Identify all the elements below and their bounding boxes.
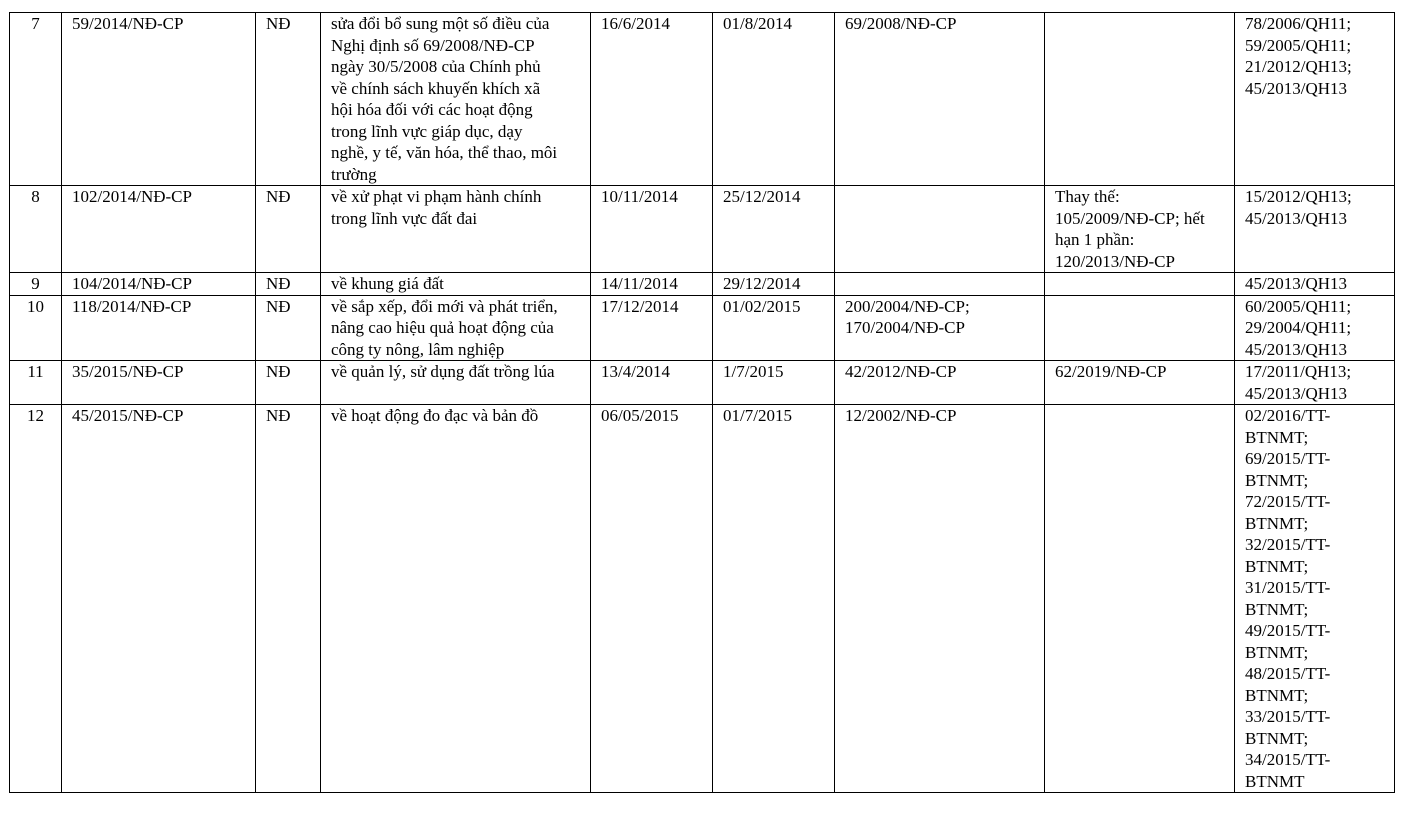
replaces-cell xyxy=(835,405,1045,793)
row-number-cell: 8 xyxy=(10,186,62,273)
legal-basis-cell-line: 31/2015/TT- xyxy=(1245,578,1331,597)
summary-cell-line: về khung giá đất xyxy=(331,274,444,293)
legal-basis-cell-line: BTNMT; xyxy=(1245,685,1309,705)
row-number-cell: 11 xyxy=(10,361,62,405)
summary-cell xyxy=(321,186,591,273)
legal-basis-cell-line: 72/2015/TT- xyxy=(1245,492,1331,511)
document-number-cell: 45/2015/NĐ-CP xyxy=(62,405,256,793)
replaced-by-cell xyxy=(1045,273,1235,296)
effective-date-cell: 01/02/2015 xyxy=(713,295,835,361)
legal-basis-cell xyxy=(1235,295,1395,361)
replaces-cell xyxy=(835,295,1045,361)
document-type-cell: NĐ xyxy=(256,186,321,273)
summary-cell xyxy=(321,361,591,405)
effective-date-cell: 01/8/2014 xyxy=(713,13,835,186)
legal-basis-cell-line: 60/2005/QH11; xyxy=(1245,296,1352,316)
document-number-cell: 118/2014/NĐ-CP xyxy=(62,295,256,361)
issue-date-cell: 10/11/2014 xyxy=(591,186,713,273)
replaced-by-cell xyxy=(1045,295,1235,361)
legal-basis-cell-line: 59/2005/QH11; xyxy=(1245,35,1352,55)
replaced-by-cell xyxy=(1045,186,1235,273)
legal-documents-table xyxy=(9,12,1395,793)
effective-date-cell: 29/12/2014 xyxy=(713,273,835,296)
legal-basis-cell-line: 21/2012/QH13; xyxy=(1245,57,1352,76)
replaced-by-cell xyxy=(1045,361,1235,405)
table-row xyxy=(10,186,1395,273)
legal-basis-cell-line: BTNMT; xyxy=(1245,599,1309,619)
legal-basis-cell-line: 49/2015/TT- xyxy=(1245,621,1331,640)
issue-date-cell: 06/05/2015 xyxy=(591,405,713,793)
legal-basis-cell-line: 45/2013/QH13 xyxy=(1245,339,1347,359)
row-number-cell: 10 xyxy=(10,295,62,361)
replaced-by-cell xyxy=(1045,13,1235,186)
table-row xyxy=(10,405,1395,793)
row-number-cell: 7 xyxy=(10,13,62,186)
summary-cell-line: về sắp xếp, đổi mới và phát triển, xyxy=(331,296,558,316)
summary-cell-line: trong lĩnh vực đất đai xyxy=(331,208,478,228)
replaces-cell-line: 42/2012/NĐ-CP xyxy=(845,362,957,381)
table-row xyxy=(10,295,1395,361)
table-row xyxy=(10,13,1395,186)
replaces-cell xyxy=(835,186,1045,273)
issue-date-cell: 17/12/2014 xyxy=(591,295,713,361)
effective-date-cell: 25/12/2014 xyxy=(713,186,835,273)
summary-cell xyxy=(321,405,591,793)
summary-cell-line: về quản lý, sử dụng đất trồng lúa xyxy=(331,362,555,381)
summary-cell xyxy=(321,13,591,186)
row-number-cell: 12 xyxy=(10,405,62,793)
table-row xyxy=(10,361,1395,405)
replaces-cell-line: 12/2002/NĐ-CP xyxy=(845,406,957,425)
legal-basis-cell-line: 17/2011/QH13; xyxy=(1245,362,1352,381)
legal-basis-cell-line: BTNMT; xyxy=(1245,470,1309,490)
summary-cell-line: sửa đổi bổ sung một số điều của xyxy=(331,14,550,33)
document-number-cell: 102/2014/NĐ-CP xyxy=(62,186,256,273)
document-type-cell: NĐ xyxy=(256,361,321,405)
replaces-cell xyxy=(835,361,1045,405)
effective-date-cell: 01/7/2015 xyxy=(713,405,835,793)
summary-cell-line: về xử phạt vi phạm hành chính xyxy=(331,187,542,206)
replaced-by-cell xyxy=(1045,405,1235,793)
summary-cell-line: nghề, y tế, văn hóa, thể thao, môi xyxy=(331,143,558,162)
legal-basis-cell-line: BTNMT; xyxy=(1245,556,1309,576)
replaces-cell xyxy=(835,13,1045,186)
document-type-cell: NĐ xyxy=(256,295,321,361)
legal-basis-cell-line: 15/2012/QH13; xyxy=(1245,187,1352,206)
replaces-cell-line: 69/2008/NĐ-CP xyxy=(845,14,957,33)
issue-date-cell: 14/11/2014 xyxy=(591,273,713,296)
summary-cell xyxy=(321,273,591,296)
legal-basis-cell xyxy=(1235,361,1395,405)
replaces-cell xyxy=(835,273,1045,296)
summary-cell-line: trong lĩnh vực giáp dục, dạy xyxy=(331,121,523,141)
legal-basis-cell-line: BTNMT; xyxy=(1245,427,1309,447)
replaced-by-cell-line: Thay thế: xyxy=(1055,187,1120,206)
legal-basis-cell xyxy=(1235,186,1395,273)
legal-basis-cell-line: 48/2015/TT- xyxy=(1245,664,1331,683)
effective-date-cell: 1/7/2015 xyxy=(713,361,835,405)
document-type-cell: NĐ xyxy=(256,405,321,793)
legal-basis-cell-line: 45/2013/QH13 xyxy=(1245,383,1347,403)
legal-basis-cell-line: 45/2013/QH13 xyxy=(1245,274,1347,293)
legal-basis-cell-line: 32/2015/TT- xyxy=(1245,535,1331,554)
summary-cell-line: hội hóa đối với các hoạt động xyxy=(331,100,533,119)
summary-cell-line: ngày 30/5/2008 của Chính phủ xyxy=(331,57,541,76)
document-type-cell: NĐ xyxy=(256,13,321,186)
legal-basis-cell xyxy=(1235,273,1395,296)
summary-cell-line: về chính sách khuyến khích xã xyxy=(331,78,541,98)
legal-basis-cell-line: BTNMT; xyxy=(1245,513,1309,533)
summary-cell-line: trường xyxy=(331,164,377,184)
summary-cell-line: về hoạt động đo đạc và bản đồ xyxy=(331,406,539,425)
legal-basis-cell-line: BTNMT xyxy=(1245,771,1305,791)
document-number-cell: 59/2014/NĐ-CP xyxy=(62,13,256,186)
summary-cell-line: Nghị định số 69/2008/NĐ-CP xyxy=(331,35,535,55)
legal-basis-cell xyxy=(1235,405,1395,793)
legal-basis-cell-line: 34/2015/TT- xyxy=(1245,750,1331,769)
replaced-by-cell-line: 120/2013/NĐ-CP xyxy=(1055,251,1175,271)
legal-basis-cell-line: BTNMT; xyxy=(1245,728,1309,748)
replaces-cell-line: 170/2004/NĐ-CP xyxy=(845,318,965,337)
legal-basis-cell-line: 78/2006/QH11; xyxy=(1245,14,1352,33)
legal-basis-cell-line: 02/2016/TT- xyxy=(1245,406,1331,425)
issue-date-cell: 13/4/2014 xyxy=(591,361,713,405)
replaced-by-cell-line: 62/2019/NĐ-CP xyxy=(1055,362,1167,381)
legal-basis-cell xyxy=(1235,13,1395,186)
row-number-cell: 9 xyxy=(10,273,62,296)
legal-basis-cell-line: 69/2015/TT- xyxy=(1245,449,1331,468)
legal-basis-cell-line: BTNMT; xyxy=(1245,642,1309,662)
summary-cell xyxy=(321,295,591,361)
legal-basis-cell-line: 29/2004/QH11; xyxy=(1245,318,1352,337)
replaced-by-cell-line: 105/2009/NĐ-CP; hết xyxy=(1055,208,1205,228)
replaces-cell-line: 200/2004/NĐ-CP; xyxy=(845,296,970,316)
issue-date-cell: 16/6/2014 xyxy=(591,13,713,186)
table-body xyxy=(10,13,1395,793)
legal-basis-cell-line: 45/2013/QH13 xyxy=(1245,78,1347,98)
document-number-cell: 35/2015/NĐ-CP xyxy=(62,361,256,405)
replaced-by-cell-line: hạn 1 phần: xyxy=(1055,230,1135,249)
table-row xyxy=(10,273,1395,296)
legal-basis-cell-line: 33/2015/TT- xyxy=(1245,707,1331,726)
legal-basis-cell-line: 45/2013/QH13 xyxy=(1245,208,1347,228)
document-type-cell: NĐ xyxy=(256,273,321,296)
document-number-cell: 104/2014/NĐ-CP xyxy=(62,273,256,296)
summary-cell-line: nâng cao hiệu quả hoạt động của xyxy=(331,318,554,337)
summary-cell-line: công ty nông, lâm nghiệp xyxy=(331,339,505,359)
